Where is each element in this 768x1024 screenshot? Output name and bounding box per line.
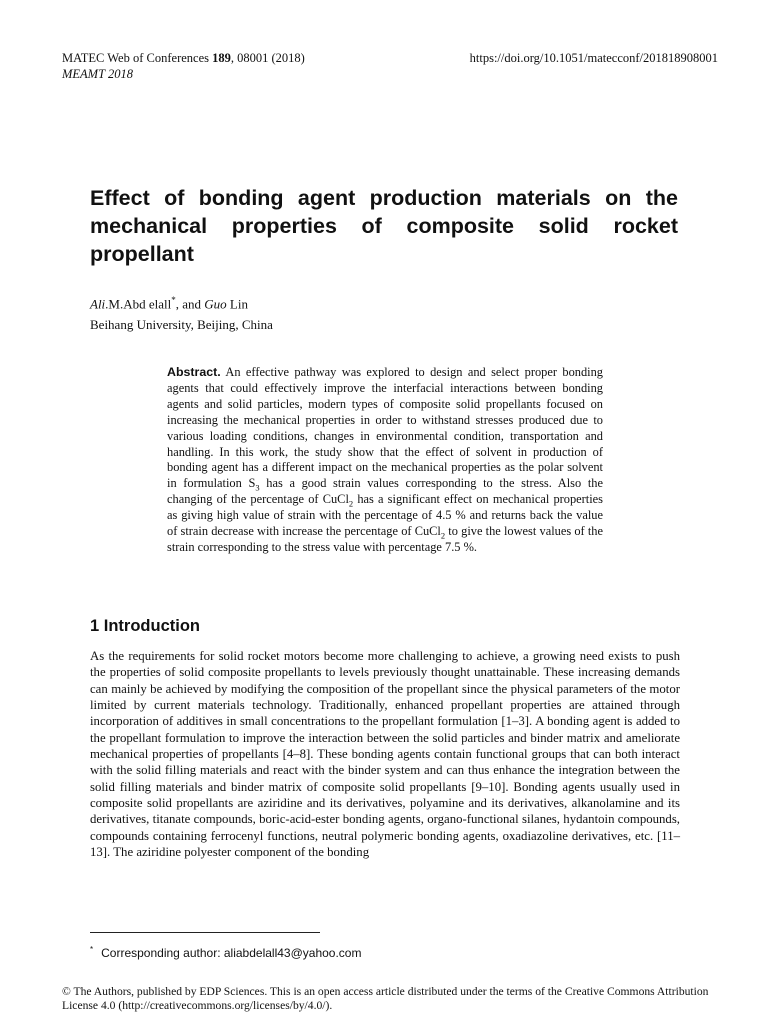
abstract-text-2: has a good strain values corresponding to the stress. Also the changing of the percentage of CuCl [167, 476, 603, 507]
doi-link[interactable]: https://doi.org/10.1051/matecconf/201818908001 [469, 51, 718, 65]
journal-prefix: MATEC Web of Conferences [62, 51, 213, 65]
footnote-mark: * [90, 945, 94, 954]
author1-rest: .M.Abd elall [105, 296, 172, 312]
author-list [90, 292, 248, 312]
introduction-paragraph: As the requirements for solid rocket motors become more challenging to achieve, a growing need exists to push the properties of solid composite propellants to levels previously thought unattainable. These increasing demands can mainly be achieved by modifying the composition of the propellant since the physical parameters of the motor limited by current materials technology. Traditionally, enhanced propellant properties are attained through incorporation of additives in small concentrations to the propellant formulation [1–3]. A bonding agent is added to the propellant formulation to improve the interaction between the solid particles and binder matrix and ameliorate mechanical properties of propellants [4–8]. These bonding agents contain functional groups that can both interact with the solid filling materials and react with the binder system and can thus enhance the integration between the solid filling materials and binder matrix of composite solid propellants [9–10]. Bonding agents usually used in composite solid propellants are aziridine and its derivatives, polyamine and its derivatives, alkanolamine and its derivatives, titanate compounds, boric-acid-ester bonding agents, organo-functional silanes, hydantoin compounds, compounds containing ferrocenyl functions, neutral polymeric bonding agents, oxadiazoline derivatives, etc. [11–13]. The aziridine polyester component of the bonding [90, 649, 680, 860]
license-notice: © The Authors, published by EDP Sciences. This is an open access article distributed under the terms of the Creative Commons Attribution License 4.0 (http://creativecommons.org/licenses/by/4.0/). [62, 985, 709, 1012]
section-heading: 1 Introduction [90, 617, 200, 635]
affiliation: Beihang University, Beijing, China [90, 317, 273, 332]
abstract-subscript-3: 2 [440, 530, 446, 541]
corresponding-mark: * [171, 295, 176, 305]
footnote-text: Corresponding author: aliabdelall43@yahoo.com [101, 946, 362, 960]
abstract-block [167, 365, 603, 556]
paper-title: Effect of bonding agent production materials on the mechanical properties of composite solid rocket propellant [90, 186, 678, 266]
abstract-subscript-2: 2 [348, 498, 354, 509]
abstract-text-3: has a significant effect on mechanical properties as giving high value of strain with the percentage of 4.5 % and returns back the value of strain decrease with increase the percentage of CuCl [167, 492, 603, 539]
author1-first-name: Ali [90, 296, 106, 312]
abstract-subscript-1: 3 [255, 482, 260, 493]
abstract-label: Abstract. [167, 365, 221, 379]
author-separator: , and [175, 296, 205, 312]
journal-volume: 189 [212, 51, 231, 65]
conference-name: MEAMT 2018 [62, 67, 133, 81]
author2-rest: Lin [226, 296, 248, 312]
footnote [90, 942, 361, 961]
footnote-divider [90, 932, 320, 933]
abstract-text-4: to give the lowest values of the strain corresponding to the stress value with percentage 7.5 %. [167, 524, 603, 554]
author2-first-name: Guo [204, 296, 227, 312]
journal-header [62, 50, 305, 66]
article-info: , 08001 (2018) [230, 51, 305, 65]
abstract-text-1: An effective pathway was explored to design and select proper bonding agents that could effectively improve the interfacial interactions between bonding agents and solid particles, modern types of composite solid propellants focused on increasing the mechanical properties in order to withstand stresses produced due to various loading conditions, changes in environmental condition, transportation and handling. In this work, the study show that the effect of solvent in production of bonding agent has a different impact on the mechanical properties as the polar solvent in formulation S [167, 365, 603, 491]
